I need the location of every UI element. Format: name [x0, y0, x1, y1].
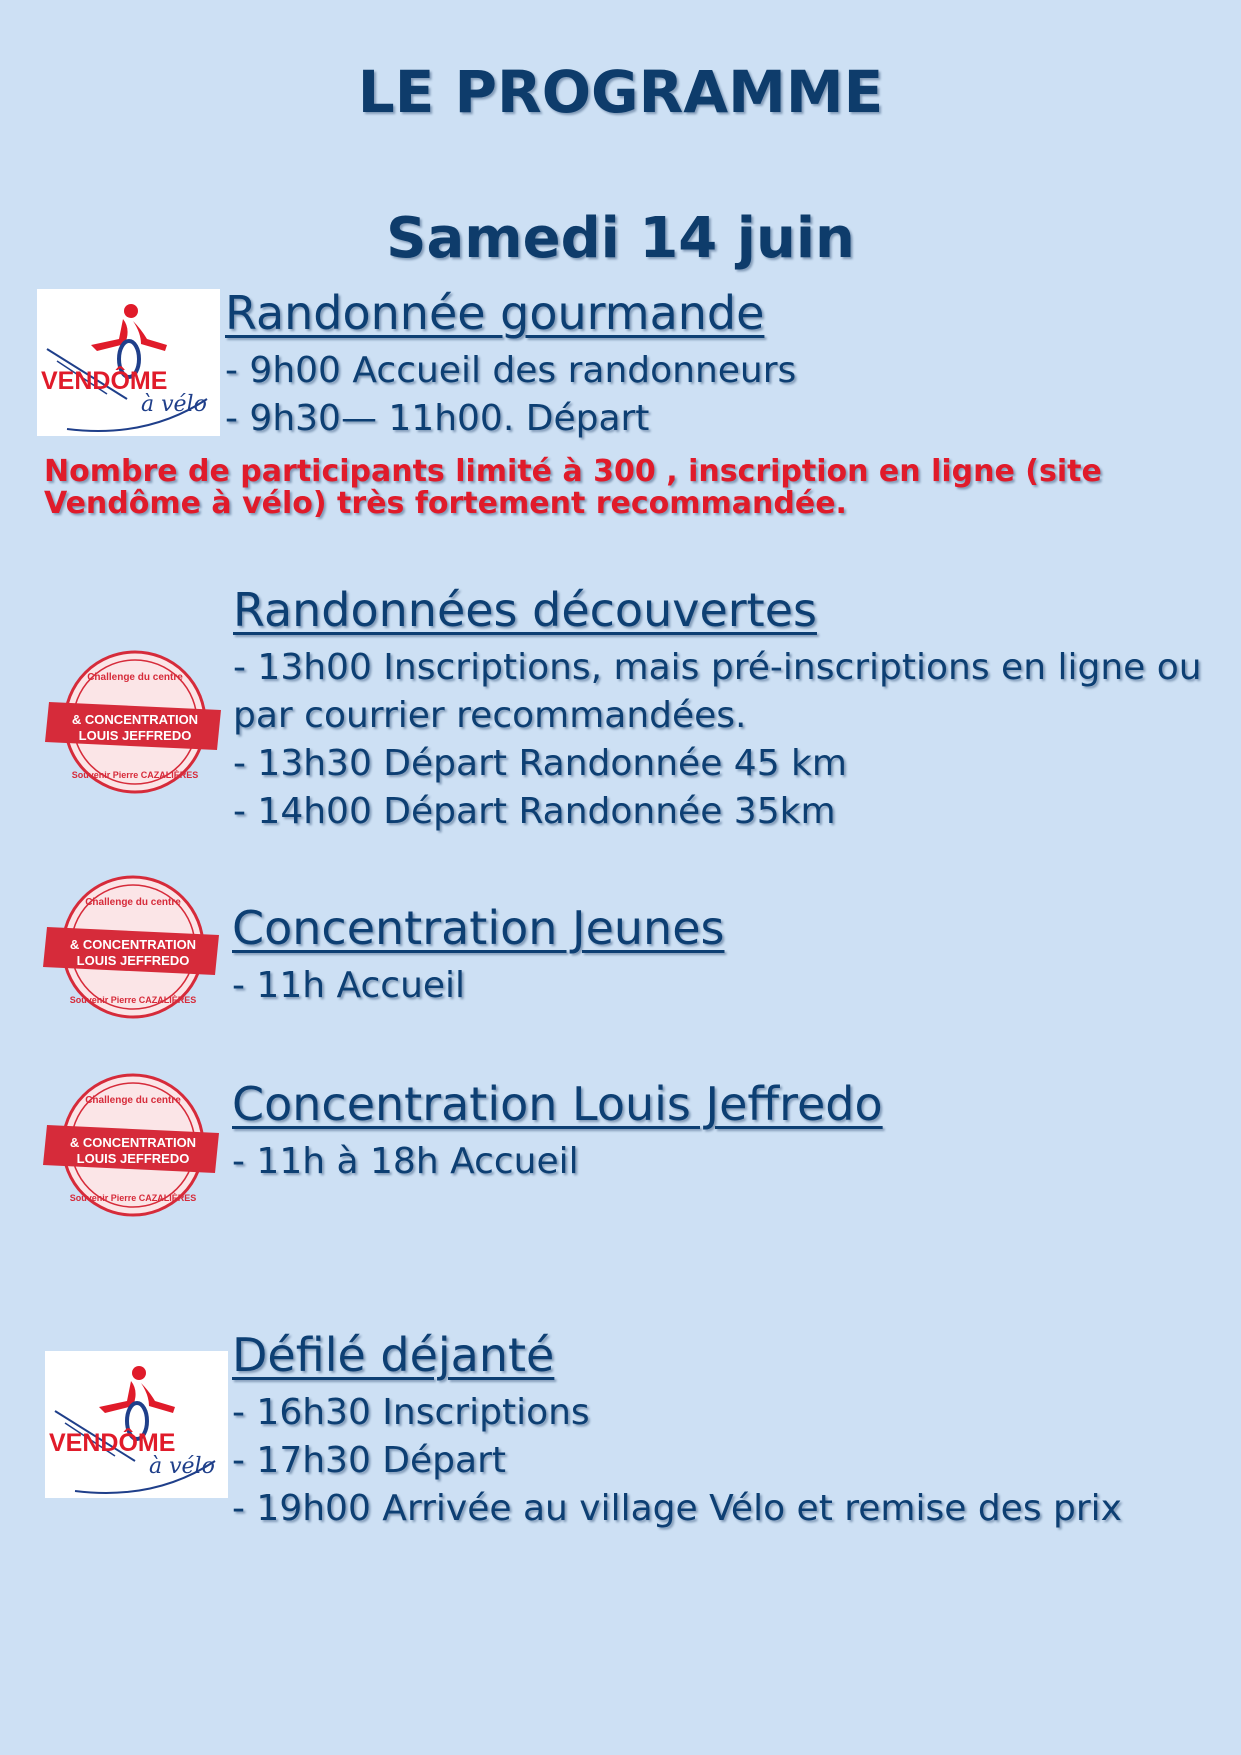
section-line: par courrier recommandées. — [233, 695, 747, 736]
logo-tagline: à vélo — [141, 392, 207, 417]
badge-band-line1: & CONCENTRATION — [69, 937, 197, 952]
concentration-badge — [45, 650, 225, 795]
logo-brand: VENDÔME — [41, 367, 168, 395]
vendome-a-velo-logo — [37, 289, 220, 436]
section-line: - 13h00 Inscriptions, mais pré-inscriptions en ligne ou — [233, 647, 1202, 688]
badge-top-text: Challenge du centre — [87, 672, 183, 683]
section-heading-concentration-louis-jeffredo: Concentration Louis Jeffredo — [232, 1077, 883, 1131]
badge-top-text: Challenge du centre — [85, 1095, 181, 1106]
page-title: LE PROGRAMME — [357, 58, 884, 126]
badge-band-line2: LOUIS JEFFREDO — [76, 953, 190, 968]
event-date: Samedi 14 juin — [386, 206, 855, 271]
section-line: - 16h30 Inscriptions — [232, 1392, 590, 1433]
badge-bottom-text: Souvenir Pierre CAZALIÈRES — [69, 995, 197, 1005]
section-heading-concentration-jeunes: Concentration Jeunes — [232, 901, 725, 955]
section-line: - 17h30 Départ — [232, 1440, 507, 1481]
badge-band-line2: LOUIS JEFFREDO — [78, 728, 192, 743]
section-line: - 11h Accueil — [232, 965, 466, 1006]
section-line: - 14h00 Départ Randonnée 35km — [233, 791, 836, 832]
logo-brand: VENDÔME — [49, 1429, 176, 1457]
badge-band-line1: & CONCENTRATION — [71, 712, 199, 727]
badge-top-text: Challenge du centre — [85, 897, 181, 908]
concentration-badge — [43, 875, 223, 1020]
badge-band-line2: LOUIS JEFFREDO — [76, 1151, 190, 1166]
section-heading-randonnee-gourmande: Randonnée gourmande — [225, 286, 765, 340]
concentration-badge — [43, 1073, 223, 1218]
section-line: - 13h30 Départ Randonnée 45 km — [233, 743, 847, 784]
section-line: - 9h00 Accueil des randonneurs — [225, 350, 797, 391]
section-line: - 19h00 Arrivée au village Vélo et remise des prix — [232, 1488, 1122, 1529]
section-heading-defile-dejante: Défilé déjanté — [232, 1328, 555, 1382]
section-heading-randonnees-decouvertes: Randonnées découvertes — [233, 583, 817, 637]
registration-note: Nombre de participants limité à 300 , inscription en ligne (site Vendôme à vélo) très fortement recommandée. — [44, 454, 1102, 521]
logo-tagline: à vélo — [149, 1454, 215, 1479]
badge-bottom-text: Souvenir Pierre CAZALIÈRES — [69, 1193, 197, 1203]
badge-bottom-text: Souvenir Pierre CAZALIÈRES — [71, 770, 199, 780]
section-line: - 9h30— 11h00. Départ — [225, 398, 650, 439]
section-line: - 11h à 18h Accueil — [232, 1141, 579, 1182]
vendome-a-velo-logo — [45, 1351, 228, 1498]
badge-band-line1: & CONCENTRATION — [69, 1135, 197, 1150]
